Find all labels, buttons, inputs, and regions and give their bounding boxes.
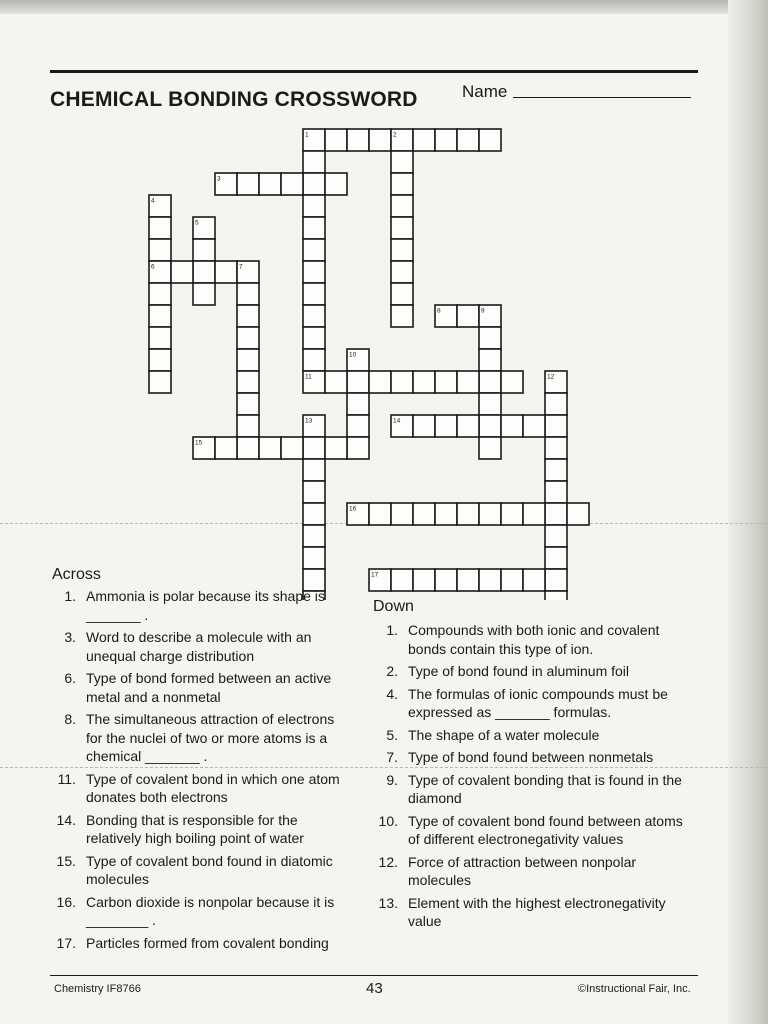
- clue-cell-number: 6: [151, 263, 155, 271]
- clue-item: [50, 710, 345, 766]
- clue-text: Type of covalent bond in which one atom donates both electrons: [86, 770, 340, 805]
- crossword-cell[interactable]: [237, 327, 259, 349]
- crossword-cell[interactable]: [457, 371, 479, 393]
- clue-text: Force of attraction between nonpolar molecules: [408, 853, 637, 888]
- crossword-cell[interactable]: [391, 217, 413, 239]
- crossword-cell[interactable]: [435, 503, 457, 525]
- clue-item: [372, 748, 696, 767]
- clue-text: Element with the highest electronegativity value: [408, 894, 666, 929]
- crossword-cell[interactable]: [237, 283, 259, 305]
- worksheet-title: CHEMICAL BONDING CROSSWORD: [50, 88, 418, 111]
- clue-cell-number: 14: [393, 417, 401, 425]
- crossword-cell[interactable]: [501, 569, 523, 591]
- crossword-cell[interactable]: [501, 415, 523, 437]
- clue-cell-number: 9: [481, 307, 485, 315]
- crossword-cell[interactable]: [435, 415, 457, 437]
- clue-number: 15.: [56, 852, 76, 869]
- crossword-cell[interactable]: [457, 305, 479, 327]
- crossword-cell[interactable]: [369, 129, 391, 151]
- crossword-cell[interactable]: [369, 371, 391, 393]
- crossword-cell[interactable]: [325, 129, 347, 151]
- crossword-cell[interactable]: [281, 173, 303, 195]
- crossword-cell[interactable]: [435, 371, 457, 393]
- crossword-cell[interactable]: [303, 283, 325, 305]
- crossword-cell[interactable]: [391, 173, 413, 195]
- clue-cell-number: 2: [393, 131, 397, 139]
- clue-number: 2.: [386, 663, 398, 679]
- clue-text: Type of covalent bonding that is found in the diamond: [408, 771, 682, 806]
- crossword-cell[interactable]: [479, 327, 501, 349]
- clue-item: [50, 669, 345, 706]
- crossword-cell[interactable]: [303, 305, 325, 327]
- clue-item: [50, 893, 345, 930]
- crossword-cell[interactable]: [347, 371, 369, 393]
- clue-item: [372, 662, 696, 681]
- clue-number: 6.: [64, 670, 76, 686]
- clue-item: [372, 812, 696, 849]
- clue-text: The formulas of ionic compounds must be expressed as _______ formulas.: [408, 685, 668, 720]
- crossword-cell[interactable]: [347, 393, 369, 415]
- clue-number: 5.: [386, 726, 398, 743]
- crossword-cell[interactable]: [347, 437, 369, 459]
- crossword-cell[interactable]: [479, 503, 501, 525]
- crossword-cell[interactable]: [171, 261, 193, 283]
- clue-number: 9.: [386, 771, 398, 788]
- crossword-cell[interactable]: [391, 239, 413, 261]
- crossword-cell[interactable]: [149, 371, 171, 393]
- crossword-cell[interactable]: [391, 261, 413, 283]
- page-number: 43: [366, 980, 383, 997]
- clue-cell-number: 8: [437, 307, 441, 315]
- clue-item: [372, 853, 696, 890]
- crossword-cell[interactable]: [545, 393, 567, 415]
- clue-number: 7.: [386, 749, 398, 765]
- crossword-cell[interactable]: [567, 503, 589, 525]
- clue-text: Type of bond found in aluminum foil: [408, 663, 630, 679]
- clue-cell-number: 7: [239, 263, 243, 271]
- crossword-cell[interactable]: [391, 195, 413, 217]
- crossword-cell[interactable]: [237, 393, 259, 415]
- crossword-cell[interactable]: [457, 503, 479, 525]
- crossword-cell[interactable]: [215, 437, 237, 459]
- crossword-cell[interactable]: [259, 173, 281, 195]
- clue-text: The shape of a water molecule: [408, 726, 600, 743]
- crossword-cell[interactable]: [303, 327, 325, 349]
- clue-item: [50, 934, 345, 953]
- crossword-cell[interactable]: [347, 129, 369, 151]
- clue-cell-number: 17: [371, 571, 379, 579]
- clue-text: Type of bond found between nonmetals: [408, 749, 654, 765]
- footer-book-code: Chemistry IF8766: [54, 983, 141, 995]
- crossword-cell[interactable]: [215, 261, 237, 283]
- crossword-cell[interactable]: [501, 503, 523, 525]
- crossword-cell[interactable]: [149, 239, 171, 261]
- clue-number: 14.: [56, 811, 76, 828]
- crossword-cell[interactable]: [237, 173, 259, 195]
- crossword-cell[interactable]: [237, 437, 259, 459]
- crossword-cell[interactable]: [303, 239, 325, 261]
- clue-text: Carbon dioxide is nonpolar because it is ________ .: [86, 893, 335, 928]
- clue-item: [372, 771, 696, 808]
- crossword-cell[interactable]: [545, 591, 567, 600]
- crossword-cell[interactable]: [281, 437, 303, 459]
- clue-number: 3.: [64, 629, 76, 645]
- crossword-cell[interactable]: [391, 151, 413, 173]
- crossword-cell[interactable]: [325, 173, 347, 195]
- crossword-cell[interactable]: [545, 503, 567, 525]
- crossword-cell[interactable]: [479, 569, 501, 591]
- clue-item: [50, 811, 345, 848]
- crossword-cell[interactable]: [391, 569, 413, 591]
- crossword-cell[interactable]: [545, 481, 567, 503]
- crossword-cell[interactable]: [303, 503, 325, 525]
- clue-text: The simultaneous attraction of electrons for the nuclei of two or more atoms is a chemical _______ .: [86, 711, 335, 764]
- crossword-cell[interactable]: [303, 437, 325, 459]
- crossword-cell[interactable]: [391, 371, 413, 393]
- crossword-cell[interactable]: [369, 503, 391, 525]
- crossword-cell[interactable]: [479, 129, 501, 151]
- down-clue-list: [372, 621, 696, 935]
- crossword-cell[interactable]: [545, 459, 567, 481]
- clue-number: 17.: [56, 934, 76, 951]
- crossword-cell[interactable]: [523, 503, 545, 525]
- clue-number: 12.: [378, 853, 398, 870]
- crossword-cell[interactable]: [413, 503, 435, 525]
- crossword-cell[interactable]: [237, 305, 259, 327]
- crossword-cell[interactable]: [479, 415, 501, 437]
- clue-item: [372, 726, 696, 745]
- crossword-cell[interactable]: [149, 349, 171, 371]
- crossword-cell[interactable]: [457, 569, 479, 591]
- crossword-cell[interactable]: [413, 371, 435, 393]
- crossword-cell[interactable]: [303, 525, 325, 547]
- crossword-cell[interactable]: [435, 569, 457, 591]
- crossword-cell[interactable]: [479, 393, 501, 415]
- crossword-cell[interactable]: [479, 349, 501, 371]
- crossword-cell[interactable]: [391, 305, 413, 327]
- crossword-cell[interactable]: [523, 569, 545, 591]
- crossword-cell[interactable]: [193, 283, 215, 305]
- clue-text: Type of covalent bond found between atoms of different electronegativity values: [408, 812, 683, 847]
- crossword-cell[interactable]: [149, 283, 171, 305]
- crossword-cell[interactable]: [413, 569, 435, 591]
- clue-text: Type of covalent bond found in diatomic molecules: [86, 852, 333, 887]
- crossword-cell[interactable]: [325, 437, 347, 459]
- footer-publisher: ©Instructional Fair, Inc.: [578, 983, 691, 995]
- clue-cell-number: 12: [547, 373, 555, 381]
- crossword-cell[interactable]: [501, 371, 523, 393]
- crossword-cell[interactable]: [413, 415, 435, 437]
- crossword-cell[interactable]: [149, 217, 171, 239]
- clue-cell-number: 4: [151, 197, 155, 205]
- crossword-cell[interactable]: [149, 327, 171, 349]
- clue-item: [372, 621, 696, 658]
- crossword-cell[interactable]: [545, 525, 567, 547]
- clue-text: Type of bond formed between an active metal and a nonmetal: [86, 670, 332, 705]
- across-heading: Across: [52, 566, 101, 583]
- crossword-cell[interactable]: [303, 459, 325, 481]
- crossword-cell[interactable]: [545, 547, 567, 569]
- crossword-cell[interactable]: [303, 217, 325, 239]
- crossword-cell[interactable]: [193, 261, 215, 283]
- clue-cell-number: 15: [195, 439, 203, 447]
- crossword-cell[interactable]: [413, 129, 435, 151]
- crossword-cell[interactable]: [347, 415, 369, 437]
- clue-text: Bonding that is responsible for the relatively high boiling point of water: [86, 811, 304, 846]
- crossword-cell[interactable]: [149, 305, 171, 327]
- clue-text: Ammonia is polar because its shape is _______ .: [86, 588, 325, 623]
- crossword-cell[interactable]: [479, 371, 501, 393]
- clue-number: 10.: [378, 812, 398, 829]
- clue-item: [50, 628, 345, 665]
- crossword-cell[interactable]: [303, 349, 325, 371]
- crossword-cell[interactable]: [303, 481, 325, 503]
- crossword-cell[interactable]: [545, 569, 567, 591]
- clue-cell-number: 11: [305, 373, 312, 381]
- clue-item: [50, 587, 345, 624]
- crossword-cell[interactable]: [457, 129, 479, 151]
- crossword-cell[interactable]: [391, 503, 413, 525]
- clue-text: Word to describe a molecule with an unequal charge distribution: [86, 629, 312, 664]
- crossword-cell[interactable]: [391, 283, 413, 305]
- clue-number: 1.: [64, 588, 76, 604]
- crossword-cell[interactable]: [237, 371, 259, 393]
- crossword-cell[interactable]: [435, 129, 457, 151]
- crossword-cell[interactable]: [523, 415, 545, 437]
- crossword-cell[interactable]: [193, 239, 215, 261]
- clue-cell-number: 3: [217, 175, 221, 183]
- clue-text: Particles formed from covalent bonding: [86, 934, 329, 951]
- crossword-cell[interactable]: [325, 371, 347, 393]
- clue-item: [50, 852, 345, 889]
- clue-item: [372, 685, 696, 722]
- crossword-cell[interactable]: [545, 415, 567, 437]
- clue-item: [372, 894, 696, 931]
- crossword-cell[interactable]: [237, 415, 259, 437]
- clue-text: Compounds with both ionic and covalent bonds contain this type of ion.: [408, 622, 660, 657]
- name-label: Name: [462, 82, 508, 101]
- crossword-cell[interactable]: [303, 547, 325, 569]
- crossword-cell[interactable]: [259, 437, 281, 459]
- crossword-cell[interactable]: [479, 437, 501, 459]
- crossword-cell[interactable]: [545, 437, 567, 459]
- clue-cell-number: 5: [195, 219, 199, 227]
- clue-number: 8.: [64, 711, 76, 727]
- crossword-cell[interactable]: [303, 151, 325, 173]
- clue-cell-number: 16: [349, 505, 357, 513]
- crossword-cell[interactable]: [237, 349, 259, 371]
- clue-item: [50, 770, 345, 807]
- clue-number: 1.: [386, 622, 398, 638]
- crossword-cell[interactable]: [303, 195, 325, 217]
- clue-number: 16.: [56, 893, 76, 910]
- down-heading: Down: [373, 598, 414, 615]
- crossword-cell[interactable]: [303, 173, 325, 195]
- clue-number: 11.: [57, 770, 76, 787]
- across-clue-list: [50, 587, 345, 956]
- clue-cell-number: 10: [349, 351, 357, 359]
- clue-number: 4.: [386, 685, 398, 702]
- crossword-cell[interactable]: [457, 415, 479, 437]
- crossword-cell[interactable]: [303, 261, 325, 283]
- clue-cell-number: 1: [305, 131, 309, 139]
- clue-number: 13.: [378, 894, 398, 911]
- clue-cell-number: 13: [305, 417, 313, 425]
- footer-rule: [50, 975, 698, 976]
